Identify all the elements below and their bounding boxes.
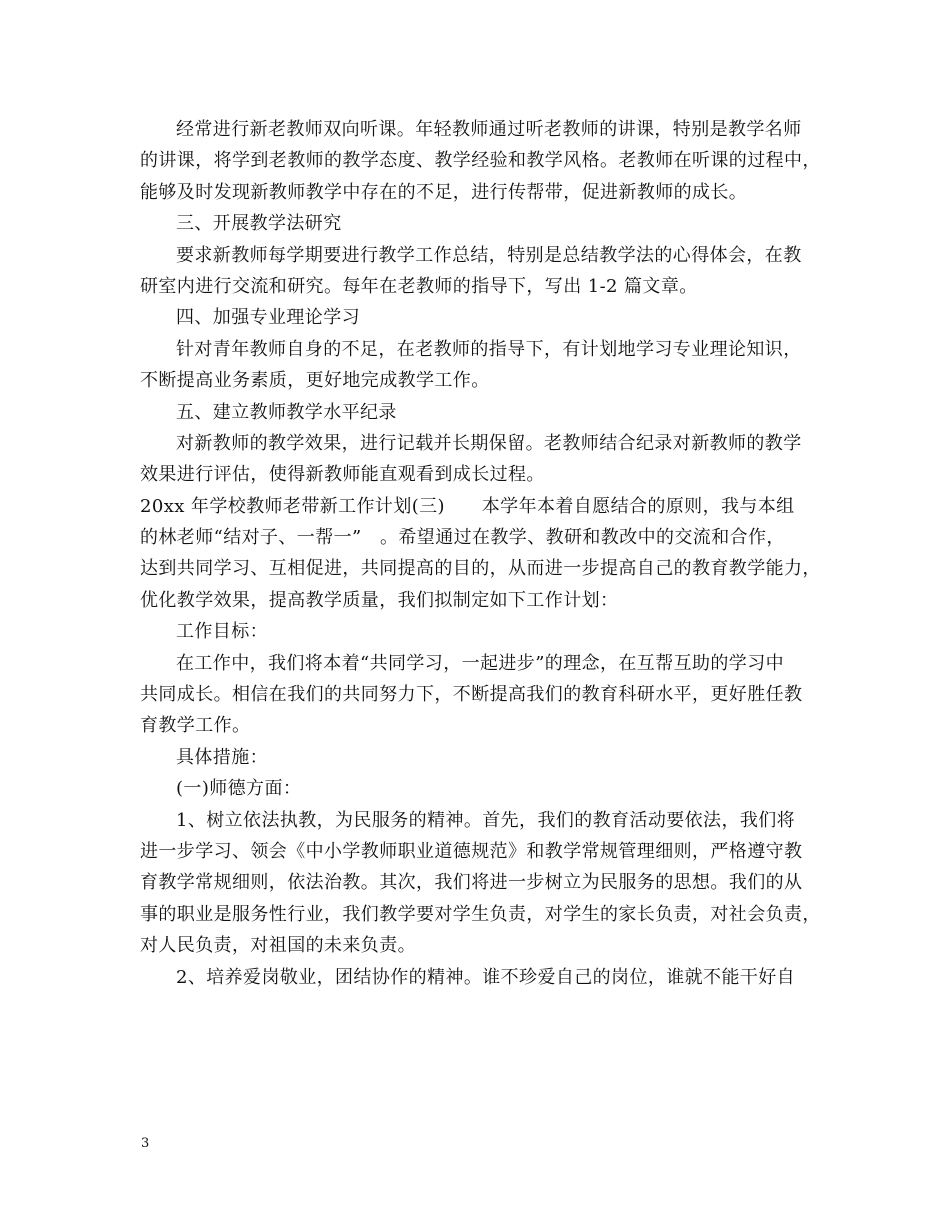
text-line: 要求新教师每学期要进行教学工作总结，特别是总结教学法的心得体会，在教 bbox=[176, 244, 802, 266]
text-line: 20xx 年学校教师老带新工作计划(三) 本学年本着自愿结合的原则，我与本组 bbox=[140, 495, 795, 517]
text-line: 效果进行评估，使得新教师能直观看到成长过程。 bbox=[140, 464, 545, 486]
text-line: 2、培养爱岗敬业，团结协作的精神。谁不珍爱自己的岗位，谁就不能干好自 bbox=[176, 966, 796, 988]
text-line: 1、树立依法执教，为民服务的精神。首先，我们的教育活动要依法，我们将 bbox=[176, 809, 796, 831]
section-heading: (一)师德方面： bbox=[176, 778, 302, 800]
section-heading: 五、建立教师教学水平纪录 bbox=[176, 401, 397, 423]
text-line: 达到共同学习、互相促进，共同提高的目的，从而进一步提高自己的教育教学能力， bbox=[140, 558, 821, 580]
text-line: 育教学常规细则，依法治教。其次，我们将进一步树立为民服务的思想。我们的从 bbox=[140, 872, 803, 894]
text-line: 不断提高业务素质，更好地完成教学工作。 bbox=[140, 370, 490, 392]
text-line: 的讲课，将学到老教师的教学态度、教学经验和教学风格。老教师在听课的过程中， bbox=[140, 150, 821, 172]
text-line: 育教学工作。 bbox=[140, 715, 251, 737]
section-heading: 三、开展教学法研究 bbox=[176, 213, 342, 235]
section-heading: 工作目标： bbox=[176, 621, 268, 643]
section-heading: 具体措施： bbox=[176, 746, 268, 768]
text-line: 对人民负责，对祖国的未来负责。 bbox=[140, 935, 416, 957]
text-line: 事的职业是服务性行业，我们教学要对学生负责，对学生的家长负责，对社会负责， bbox=[140, 903, 821, 925]
text-line: 共同成长。相信在我们的共同努力下，不断提高我们的教育科研水平，更好胜任教 bbox=[140, 684, 803, 706]
text-line: 能够及时发现新教师教学中存在的不足，进行传帮带，促进新教师的成长。 bbox=[140, 181, 748, 203]
text-line: 优化教学效果，提高教学质量，我们拟制定如下工作计划： bbox=[140, 589, 619, 611]
text-line: 研室内进行交流和研究。每年在老教师的指导下，写出 1-2 篇文章。 bbox=[140, 275, 698, 297]
section-heading: 四、加强专业理论学习 bbox=[176, 307, 360, 329]
page-number: 3 bbox=[141, 1136, 150, 1151]
document-body bbox=[140, 114, 820, 993]
text-line: 对新教师的教学效果，进行记载并长期保留。老教师结合纪录对新教师的教学 bbox=[176, 432, 802, 454]
text-line: 的林老师“结对子、一帮一” 。希望通过在教学、教研和教改中的交流和合作， bbox=[140, 527, 785, 549]
text-line: 在工作中，我们将本着“共同学习，一起进步”的理念，在互帮互助的学习中 bbox=[176, 652, 785, 674]
text-line: 进一步学习、领会《中小学教师职业道德规范》和教学常规管理细则，严格遵守教 bbox=[140, 840, 803, 862]
text-line: 经常进行新老教师双向听课。年轻教师通过听老教师的讲课，特别是教学名师 bbox=[176, 119, 802, 140]
text-line: 针对青年教师自身的不足，在老教师的指导下，有计划地学习专业理论知识， bbox=[176, 338, 802, 360]
